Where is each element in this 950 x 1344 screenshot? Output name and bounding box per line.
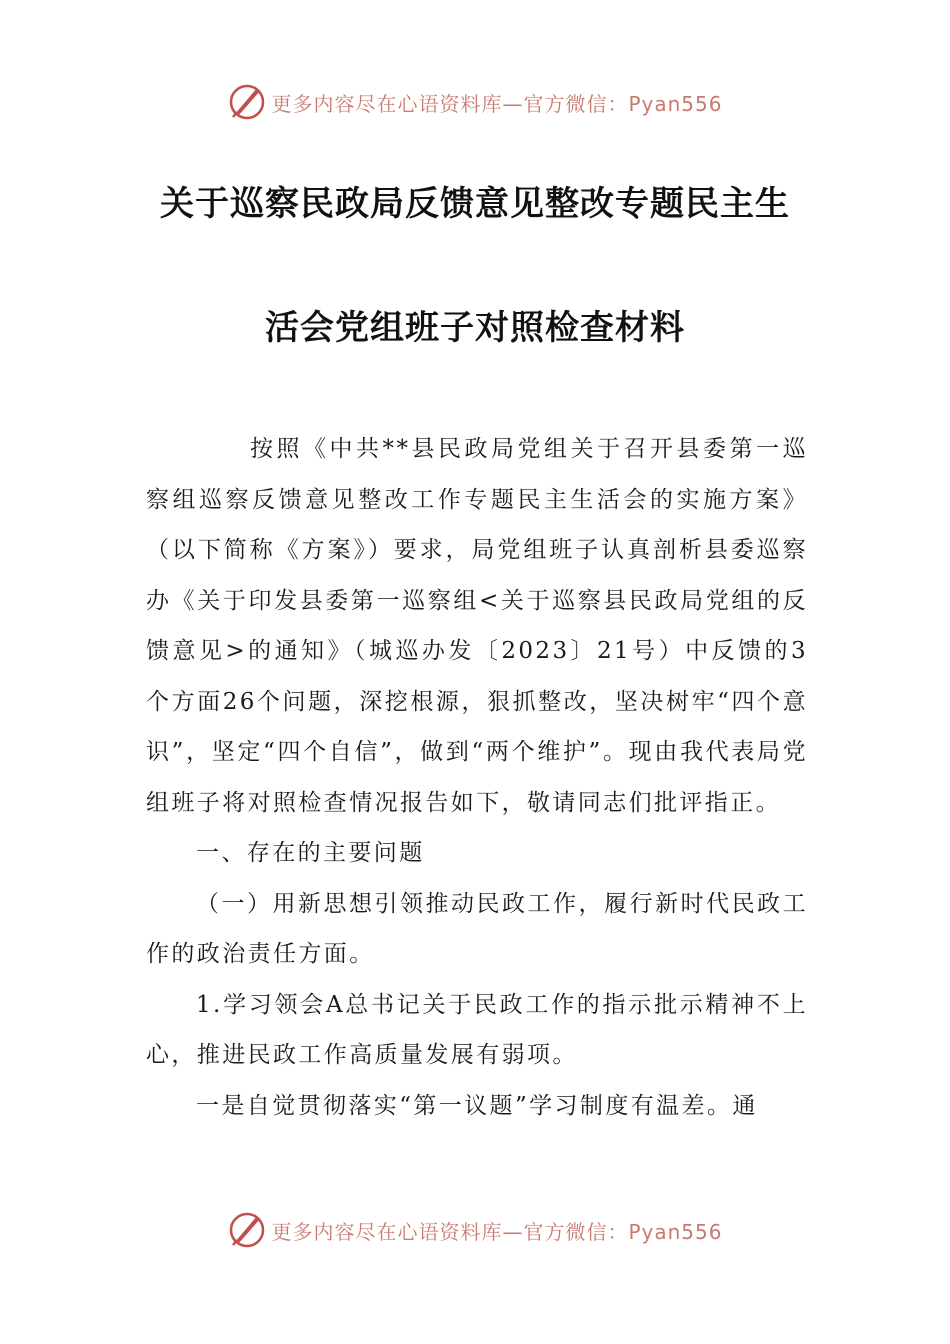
document-title-line-1: 关于巡察民政局反馈意见整改专题民主生 bbox=[160, 184, 790, 224]
intro-paragraph: 按照《中共**县民政局党组关于召开县委第一巡察组巡察反馈意见整改工作专题民主生活会的实施方案》（以下简称《方案》）要求，局党组班子认真剖析县委巡察办《关于印发县委第一巡察组<关于巡察县民政局党组的反馈意见>的通知》（城巡办发〔2023〕21号）中反馈的3个方面26个问题，深挖根源，狠抓整改，坚决树牢“四个意识”，坚定“四个自信”，做到“两个维护”。现由我代表局党组班子将对照检查情况报告如下，敬请同志们批评指正。 bbox=[146, 436, 808, 816]
header-banner-text: 更多内容尽在心语资料库—官方微信：Pyan556 bbox=[271, 91, 723, 116]
item-heading-1: 1.学习领会A总书记关于民政工作的指示批示精神不上心，推进民政工作高质量发展有弱项。 bbox=[146, 991, 808, 1068]
subsection-heading-1: （一）用新思想引领推动民政工作，履行新时代民政工作的政治责任方面。 bbox=[146, 890, 808, 967]
footer-banner bbox=[0, 1208, 950, 1252]
quill-pen-logo-icon bbox=[227, 1210, 267, 1250]
header-banner bbox=[0, 80, 950, 124]
document-body bbox=[146, 424, 808, 1131]
section-heading-1: 一、存在的主要问题 bbox=[196, 840, 425, 866]
document-title-line-2: 活会党组班子对照检查材料 bbox=[265, 308, 685, 348]
quill-pen-logo-icon bbox=[227, 82, 267, 122]
footer-banner-text: 更多内容尽在心语资料库—官方微信：Pyan556 bbox=[271, 1219, 723, 1244]
point-paragraph-1: 一是自觉贯彻落实“第一议题”学习制度有温差。通 bbox=[196, 1092, 758, 1119]
